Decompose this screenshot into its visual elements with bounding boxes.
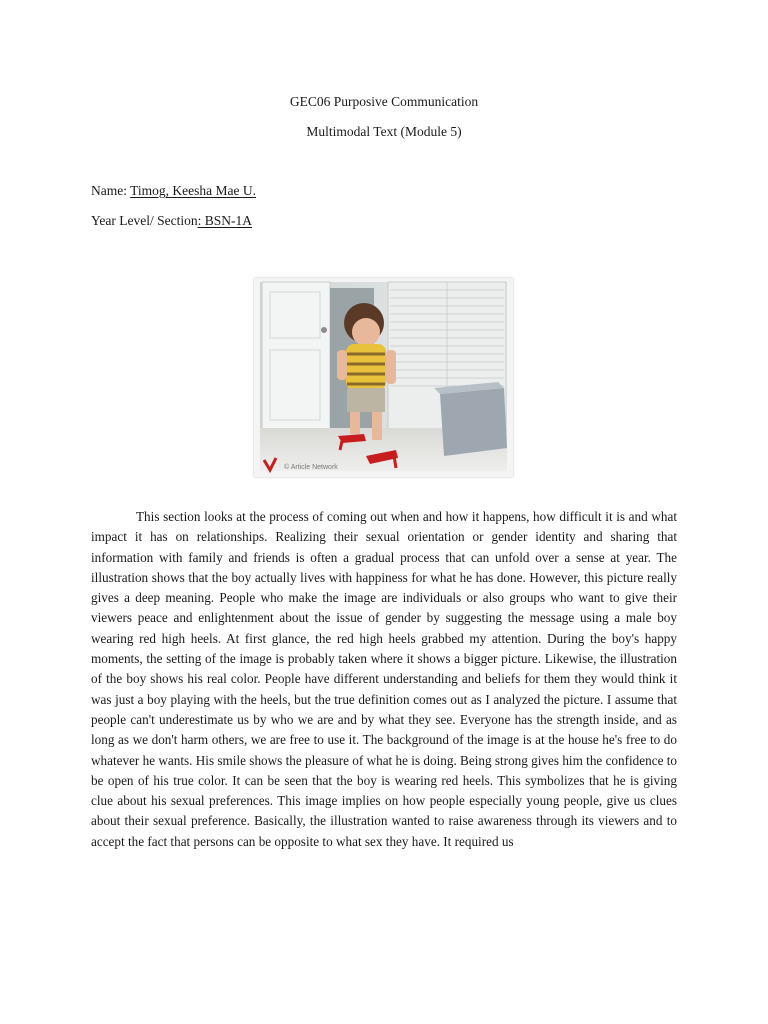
- image-watermark: © Article Network: [284, 464, 338, 471]
- section-row: [91, 213, 252, 229]
- student-name-row: [91, 183, 256, 199]
- section-value: : BSN-1A: [197, 213, 252, 228]
- section-label: Year Level/ Section: [91, 213, 198, 228]
- name-value: Timog, Keesha Mae U.: [130, 183, 256, 198]
- body-paragraph: This section looks at the process of coming out when and how it happens, how difficult it is and what impact it has on relationships. Realizing their sexual orientation or gender identity and sharing that information with family and friends is often a gradual process that can unfold over a sense at year. The illustration shows that the boy actually lives with happiness for what he has done. However, this picture really gives a deep meaning. People who make the image are individuals or also groups who want to give their viewers peace and enlightenment about the issue of gender by suggesting the message using a male boy wearing red high heels. At first glance, the red high heels grabbed my attention. During the boy's happy moments, the setting of the image is probably taken where it shows a bigger picture. Likewise, the illustration of the boy shows his real color. People have different understanding and beliefs for them they would think it was just a boy playing with the heels, but the true definition comes out as I analyzed the picture. I assume that people can't underestimate us by who we are and by what they see. Everyone has the strength inside, and as long as we don't harm others, we are free to use it. The background of the image is at the house he's free to do whatever he wants. His smile shows the pleasure of what he is doing. Being strong gives him the confidence to be open of his true color. It can be seen that the boy is wearing red heels. This symbolizes that he is giving clue about his sexual preferences. This image implies on how people especially young people, give us clues about their sexual preference. Basically, the illustration wanted to raise awareness through its viewers and to accept the fact that persons can be opposite to what sex they have. It required us: [91, 509, 677, 849]
- boy-in-red-heels-image: [254, 278, 513, 477]
- illustration-svg: [254, 278, 513, 477]
- course-title: GEC06 Purposive Communication: [289, 94, 479, 109]
- module-subtitle: Multimodal Text (Module 5): [306, 124, 462, 139]
- name-label: Name:: [91, 183, 131, 198]
